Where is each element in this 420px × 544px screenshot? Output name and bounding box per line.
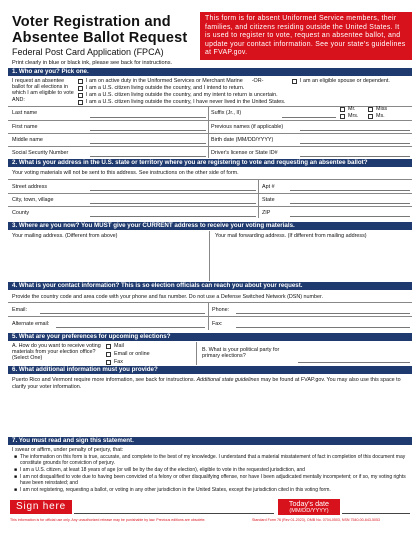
fax-label: Fax:	[212, 321, 223, 327]
mrs-checkbox[interactable]	[340, 114, 345, 119]
active-duty-checkbox[interactable]	[78, 79, 83, 84]
section-4-note: Provide the country code and area code with your phone and fax number. Do not use a Defense Switched Network (DSN) number.	[12, 294, 324, 300]
section-1-intro: I request an absentee ballot for all elections in which I am eligible to vote AND:	[12, 78, 74, 103]
option-citizen-uncertain[interactable]: I am a U.S. citizen living outside the country, and my intent to return is uncertain.	[78, 92, 278, 99]
form-title-line2: Absentee Ballot Request	[12, 30, 188, 46]
license-label: Driver's license or State ID#	[211, 150, 278, 156]
alternate-email-field[interactable]	[56, 317, 205, 328]
county-label: County	[12, 210, 30, 216]
forwarding-address-label: Your mail forwarding address. (If different from mailing address)	[215, 233, 367, 239]
statement-bullet: I am a U.S. citizen, at least 18 years of age (or will be by the day of the election), eligible to vote in the requested jurisdiction, and	[20, 467, 305, 473]
alternate-email-label: Alternate email:	[12, 321, 50, 327]
section-3-heading: 3. Where are you now? You MUST give your CURRENT address to receive your voting materials.	[8, 222, 412, 230]
question-b: B. What is your political party for primary elections?	[202, 347, 280, 360]
section-4-heading: 4. What is your contact information? This is so election officials can reach you about your request.	[8, 282, 412, 290]
footer-right: Standard Form 76 (Rev 01-2023), OMB No. 0704-0503, NSN 7540-00-643-5053	[252, 518, 381, 522]
street-field[interactable]	[90, 180, 256, 191]
fax-field[interactable]	[236, 317, 410, 328]
statement-bullet: I am not disqualified to vote due to having been convicted of a felony or other disqualifying offense, nor have I been adjudicated mentally incompetent; or if so, my voting rights have been reinstated; and	[20, 474, 406, 486]
todays-date-label: Today's date (MM/DD/YYYY)	[278, 499, 340, 515]
section-7-intro: I swear or affirm, under penalty of perjury, that:	[12, 447, 124, 453]
birth-date-label: Birth date (MM/DD/YYYY)	[211, 137, 274, 143]
option-fax[interactable]: Fax	[106, 359, 123, 366]
section-7-heading: 7. You must read and sign this statement.	[8, 437, 412, 445]
email-online-checkbox[interactable]	[106, 352, 111, 357]
date-field[interactable]	[342, 500, 410, 514]
zip-label: ZIP	[262, 210, 271, 216]
option-never-lived-us[interactable]: I am a U.S. citizen living outside the country, I have never lived in the United States.	[78, 99, 285, 106]
option-email-online[interactable]: Email or online	[106, 351, 150, 358]
question-a: A. How do you want to receive voting materials from your election office? (Select One)	[12, 343, 101, 362]
apt-label: Apt #	[262, 184, 275, 190]
middle-name-label: Middle name	[12, 137, 43, 143]
title-mr[interactable]: Mr.	[340, 106, 356, 113]
phone-field[interactable]	[236, 303, 410, 314]
option-active-duty[interactable]: I am on active duty in the Uniformed Services or Merchant Marine -OR-	[78, 78, 263, 85]
mailing-address-field[interactable]	[10, 241, 206, 279]
email-label: Email:	[12, 307, 27, 313]
mr-checkbox[interactable]	[340, 107, 345, 112]
never-lived-us-checkbox[interactable]	[78, 100, 83, 105]
statement-bullet: The information on this form is true, accurate, and complete to the best of my knowledge. I understand that a material misstatement of fact in completion of this document may constitute grounds for conviction of perjury.	[20, 454, 406, 466]
additional-info-field[interactable]	[10, 392, 410, 434]
section-2-heading: 2. What is your address in the U.S. state or territory where you are registering to vote and requesting an absentee ballot?	[8, 159, 412, 167]
apt-field[interactable]	[290, 180, 410, 191]
state-field[interactable]	[290, 193, 410, 204]
email-field[interactable]	[40, 303, 205, 314]
notice-banner: This form is for absent Uniformed Service members, their families, and citizens residing outside the United States. It is used to register to vote, request an absentee ballot, and update your contact information. See your state's guidelines at FVAP.gov.	[200, 12, 412, 60]
section-6-text: Puerto Rico and Vermont require more information, see back for instructions. Additional state guidelines may be found at FVAP.gov. You may also use this space to clarify your voter information.	[12, 377, 401, 390]
spouse-dependent-checkbox[interactable]	[292, 79, 297, 84]
signature-field[interactable]	[74, 500, 274, 514]
option-citizen-intend-return[interactable]: I am a U.S. citizen living outside the country, and I intend to return.	[78, 85, 244, 92]
section-6-heading: 6. What additional information must you provide?	[8, 366, 412, 374]
suffix-label: Suffix (Jr., II)	[211, 110, 242, 116]
print-instructions: Print clearly in blue or black ink, please see back for instructions.	[12, 60, 173, 66]
statement-bullet: I am not registering, requesting a ballot, or voting in any other jurisdiction in the United States, except the jurisdiction cited in this voting form.	[20, 487, 331, 493]
forwarding-address-field[interactable]	[213, 241, 411, 279]
sign-here-label: Sign here	[10, 500, 72, 514]
footer-left: This information is for official use only. Any unauthorized release may be punishable by law. Previous editions are obsolete.	[10, 518, 206, 522]
mailing-address-label: Your mailing address. (Different from above)	[12, 233, 118, 239]
party-field[interactable]	[298, 352, 410, 363]
title-mrs[interactable]: Mrs.	[340, 113, 358, 120]
city-field[interactable]	[90, 193, 256, 204]
last-name-field[interactable]	[90, 107, 206, 118]
mail-checkbox[interactable]	[106, 344, 111, 349]
suffix-field[interactable]	[282, 107, 336, 118]
zip-field[interactable]	[290, 206, 410, 217]
city-label: City, town, village	[12, 197, 54, 203]
ssn-field[interactable]	[90, 146, 206, 157]
section-1-heading: 1. Who are you? Pick one.	[8, 68, 412, 76]
first-name-label: First name	[12, 124, 38, 130]
street-label: Street address	[12, 184, 48, 190]
phone-label: Phone:	[212, 307, 230, 313]
county-field[interactable]	[90, 206, 256, 217]
section-2-note: Your voting materials will not be sent to this address. See instructions on the other side of form.	[12, 170, 239, 176]
statement-bullets: ■ The information on this form is true, accurate, and complete to the best of my knowledge. I understand that a material misstatement of fact in completion of this document may constitute grounds for conviction of perjury. ■ I am a U.S. citizen, at least 18 years of age (or will be by the day of the election), eligible to vote in the requested jurisdiction, and ■ I am not disqualified to vote due to having been convicted of a felony or other disqualifying offense, nor have I been adjudicated mentally incompetent; or if so, my voting rights have been reinstated; and ■ I am not registering, requesting a ballot, or voting in any other jurisdiction in the United States, except the jurisdiction cited in this voting form.	[14, 454, 410, 493]
title-ms[interactable]: Ms.	[368, 113, 385, 120]
title-miss[interactable]: Miss	[368, 106, 387, 113]
middle-name-field[interactable]	[90, 133, 206, 144]
license-field[interactable]	[300, 146, 410, 157]
previous-names-field[interactable]	[300, 120, 410, 131]
state-label: State	[262, 197, 275, 203]
section-5-heading: 5. What are your preferences for upcoming elections?	[8, 333, 412, 341]
option-mail[interactable]: Mail	[106, 343, 124, 350]
option-spouse-dependent[interactable]: I am an eligible spouse or dependent.	[292, 78, 390, 85]
first-name-field[interactable]	[90, 120, 206, 131]
citizen-uncertain-checkbox[interactable]	[78, 93, 83, 98]
ssn-label: Social Security Number	[12, 150, 69, 156]
ms-checkbox[interactable]	[368, 114, 373, 119]
fax-checkbox[interactable]	[106, 360, 111, 365]
form-title-line1: Voter Registration and	[12, 14, 171, 30]
citizen-intend-return-checkbox[interactable]	[78, 86, 83, 91]
miss-checkbox[interactable]	[368, 107, 373, 112]
previous-names-label: Previous names (if applicable)	[211, 124, 284, 130]
form-subtitle: Federal Post Card Application (FPCA)	[12, 47, 164, 57]
birth-date-field[interactable]	[300, 133, 410, 144]
last-name-label: Last name	[12, 110, 38, 116]
